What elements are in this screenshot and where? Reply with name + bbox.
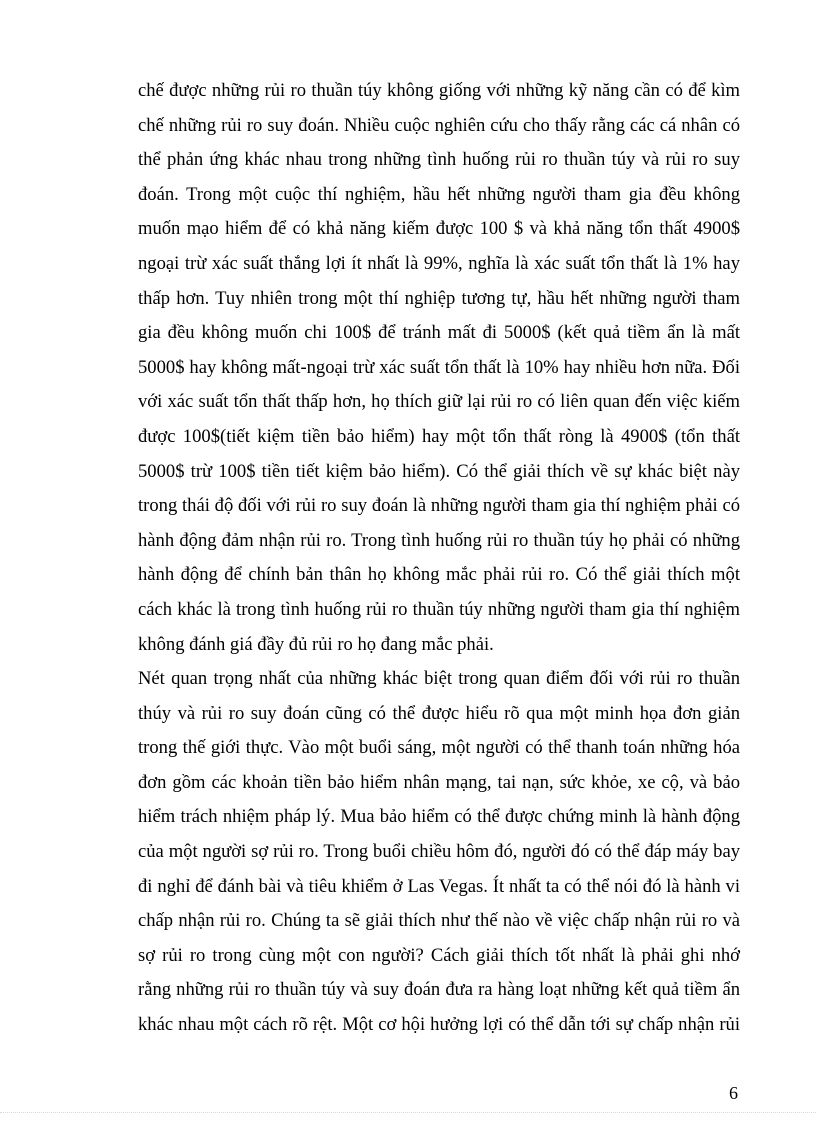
text-line: trong thế giới thực. Vào một buổi sáng, một người có thể thanh toán những hóa [138, 737, 740, 759]
text-line: cách khác là trong tình huống rủi ro thuần túy những người tham gia thí nghiệm [138, 598, 740, 620]
text-line: Nét quan trọng nhất của những khác biệt trong quan điểm đối với rủi ro thuần [138, 668, 740, 690]
text-line: hành động đảm nhận rủi ro. Trong tình huống rủi ro thuần túy họ phải có những [138, 529, 740, 551]
text-line: trong thái độ đối với rủi ro suy đoán là những người tham gia thí nghiệm phải có [138, 495, 740, 517]
text-line: đoán. Trong một cuộc thí nghiệm, hầu hết những người tham gia đều không [138, 183, 740, 205]
text-line: gia đều không muốn chi 100$ để tránh mất đi 5000$ (kết quả tiềm ẩn là mất [138, 322, 740, 344]
text-line: 5000$ trừ 100$ tiền tiết kiệm bảo hiểm). Có thể giải thích về sự khác biệt này [138, 460, 740, 482]
text-line: chế được những rủi ro thuần túy không giống với những kỹ năng cần có để kìm [138, 80, 740, 101]
text-line: rằng những rủi ro thuần túy và suy đoán đưa ra hàng loạt những kết quả tiềm ẩn [138, 979, 740, 1001]
text-line: chế những rủi ro suy đoán. Nhiều cuộc nghiên cứu cho thấy rằng các cá nhân có [138, 114, 740, 136]
footer-divider [0, 1112, 816, 1113]
text-line: không đánh giá đầy đủ rủi ro họ đang mắc phải. [138, 633, 494, 655]
paragraph-2 [138, 662, 740, 1043]
text-line: sợ rủi ro trong cùng một con người? Cách giải thích tốt nhất là phải ghi nhớ [138, 944, 740, 966]
text-line: thể phản ứng khác nhau trong những tình huống rủi ro thuần túy và rủi ro suy [138, 149, 740, 171]
text-line: hiểm trách nhiệm pháp lý. Mua bảo hiểm có thể được chứng minh là hành động [138, 806, 740, 828]
text-line: với xác suất tổn thất thấp hơn, họ thích giữ lại rủi ro có liên quan đến việc kiếm [138, 391, 740, 413]
text-line: được 100$(tiết kiệm tiền bảo hiểm) hay một tổn thất ròng là 4900$ (tổn thất [138, 425, 740, 447]
text-line: muốn mạo hiểm để có khả năng kiếm được 100 $ và khả năng tổn thất 4900$ [138, 218, 740, 240]
text-line: đơn gồm các khoản tiền bảo hiểm nhân mạng, tai nạn, sức khỏe, xe cộ, và bảo [138, 771, 740, 793]
text-line: thúy và rủi ro suy đoán cũng có thể được hiểu rõ qua một minh họa đơn giản [138, 702, 740, 724]
text-line: chấp nhận rủi ro. Chúng ta sẽ giải thích như thế nào về việc chấp nhận rủi ro và [138, 910, 740, 932]
text-line: ngoại trừ xác suất thắng lợi ít nhất là 99%, nghĩa là xác suất tổn thất là 1% hay [138, 252, 740, 274]
document-body [138, 74, 740, 1043]
text-line: đi nghỉ để đánh bài và tiêu khiểm ở Las Vegas. Ít nhất ta có thể nói đó là hành vi [138, 875, 740, 897]
text-line: 5000$ hay không mất-ngoại trừ xác suất tổn thất là 10% hay nhiều hơn nữa. Đối [138, 356, 740, 378]
page-number: 6 [729, 1083, 738, 1103]
text-line: thấp hơn. Tuy nhiên trong một thí nghiệp tương tự, hầu hết những người tham [138, 287, 740, 309]
text-line: của một người sợ rủi ro. Trong buổi chiều hôm đó, người đó có thể đáp máy bay [138, 841, 740, 863]
text-line: khác nhau một cách rõ rệt. Một cơ hội hưởng lợi có thể dẫn tới sự chấp nhận rủi [138, 1014, 740, 1036]
text-line: hành động để chính bản thân họ không mắc phải rủi ro. Có thể giải thích một [138, 564, 740, 586]
paragraph-1 [138, 74, 740, 662]
